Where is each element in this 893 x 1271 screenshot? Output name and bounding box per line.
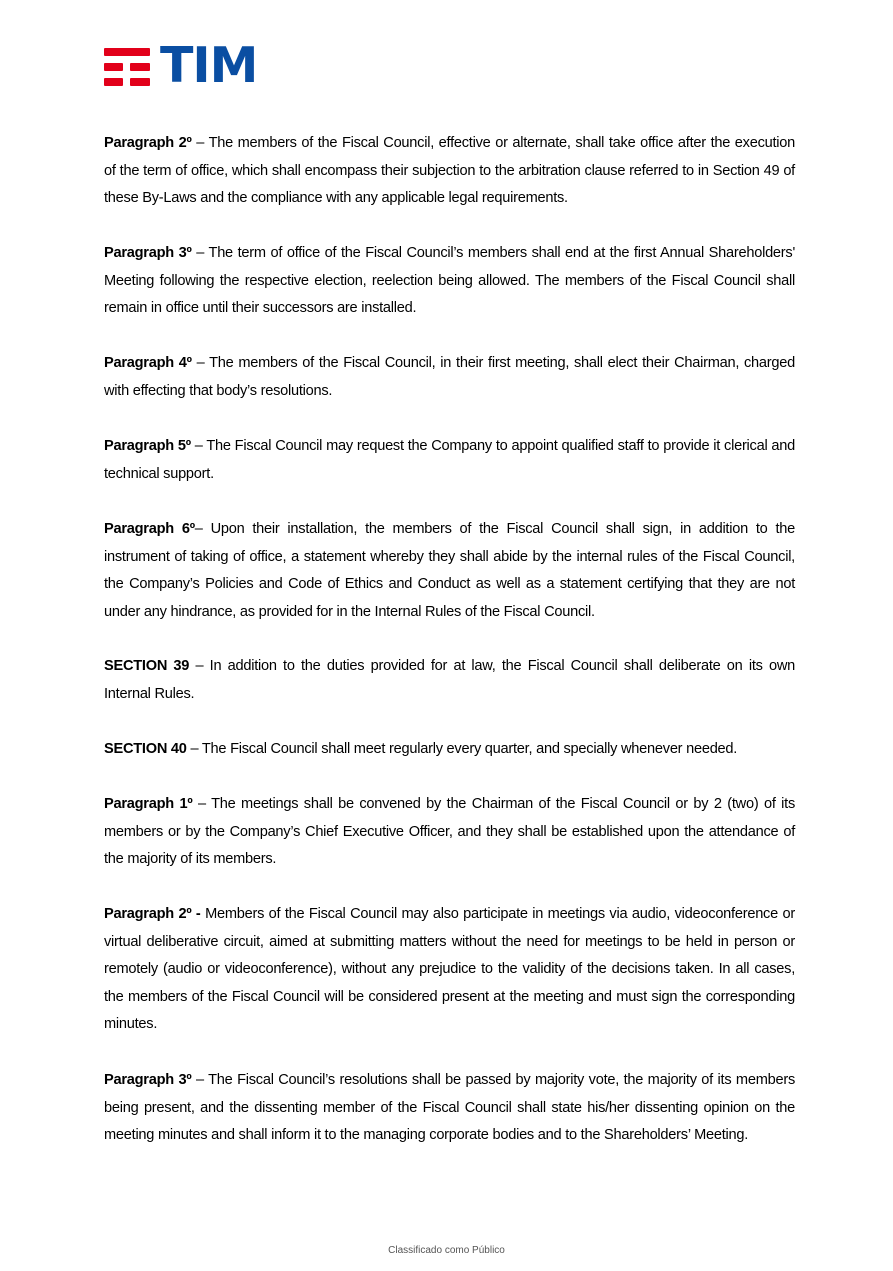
paragraph-label: Paragraph 1º [104, 796, 193, 812]
paragraph-label: Paragraph 5º [104, 438, 191, 454]
paragraph-separator: – [191, 1072, 209, 1088]
paragraph [104, 736, 795, 764]
logo-bar [130, 63, 150, 71]
paragraph-label: Paragraph 2º - [104, 906, 201, 922]
paragraph [104, 791, 795, 874]
paragraph-text: The term of office of the Fiscal Council’s members shall end at the first Annual Shareholders' Meeting following the respective election, reelection being allowed. The members of the Fiscal Council shall remain in office until their successors are installed. [104, 245, 795, 316]
paragraph-text: The meetings shall be convened by the Chairman of the Fiscal Council or by 2 (two) of its members or by the Company’s Chief Executive Officer, and they shall be established upon the attendance of the majority of its members. [104, 796, 796, 867]
paragraph-label: Paragraph 2º [104, 135, 192, 151]
paragraph [104, 1067, 795, 1150]
paragraph [104, 350, 795, 405]
paragraph-separator: – [186, 741, 202, 757]
paragraph-text: The members of the Fiscal Council, effective or alternate, shall take office after the execution of the term of office, which shall encompass their subjection to the arbitration clause referred to in Section 49 of these By-Laws and the compliance with any applicable legal requirements. [104, 135, 796, 206]
paragraph-label: Paragraph 3º [104, 1072, 192, 1088]
logo-bar [104, 78, 123, 86]
paragraph-separator: – [192, 796, 212, 812]
paragraph-separator: – [190, 438, 207, 454]
paragraph-text: The Fiscal Council may request the Company to appoint qualified staff to provide it clerical and technical support. [104, 438, 795, 482]
paragraph [104, 516, 795, 626]
paragraph [104, 433, 795, 488]
paragraph [104, 901, 795, 1039]
paragraph [104, 130, 795, 213]
classification-footer: Classificado como Público [388, 1245, 505, 1256]
paragraph-text: The Fiscal Council shall meet regularly every quarter, and specially whenever needed. [201, 741, 738, 757]
paragraph [104, 240, 795, 323]
paragraph-label: Paragraph 6º [104, 521, 195, 537]
tim-logo [104, 37, 258, 94]
paragraph-text: In addition to the duties provided for at law, the Fiscal Council shall deliberate on its own Internal Rules. [104, 658, 796, 702]
logo-text: TIM [160, 37, 258, 94]
paragraph-separator: – [191, 355, 210, 371]
paragraph-separator: – [191, 135, 209, 151]
paragraph-text: The Fiscal Council’s resolutions shall be passed by majority vote, the majority of its members being present, and the dissenting member of the Fiscal Council shall state his/her dissenting opinion on the meeting minutes and shall inform it to the managing corporate bodies and to the Shareholders’ Meeting. [104, 1072, 795, 1143]
paragraph-label: Paragraph 3º [104, 245, 192, 261]
logo-bar [130, 78, 150, 86]
paragraph-text: Members of the Fiscal Council may also participate in meetings via audio, videoconference or virtual deliberative circuit, aimed at submitting matters without the need for meetings to be held in person or remotely (audio or videoconference), without any prejudice to the validity of the decisions taken. In all cases, the members of the Fiscal Council will be considered present at the meeting and must sign the corresponding minutes. [104, 906, 795, 1032]
paragraph-text: The members of the Fiscal Council, in their first meeting, shall elect their Chairman, charged with effecting that body’s resolutions. [104, 355, 795, 399]
paragraph-label: SECTION 40 [104, 741, 187, 757]
paragraph [104, 653, 795, 708]
logo-bar [104, 63, 123, 71]
paragraph-label: SECTION 39 [104, 658, 190, 674]
paragraph-separator: – [194, 521, 211, 537]
paragraph-separator: – [191, 245, 209, 261]
paragraph-separator: – [189, 658, 210, 674]
logo-bar [104, 48, 150, 56]
paragraph-label: Paragraph 4º [104, 355, 192, 371]
paragraph-text: Upon their installation, the members of the Fiscal Council shall sign, in addition to the instrument of taking of office, a statement whereby they shall abide by the internal rules of the Fiscal Council, the Company’s Policies and Code of Ethics and Conduct as well as a statement certifying that they are not under any hindrance, as provided for in the Internal Rules of the Fiscal Council. [104, 521, 795, 620]
